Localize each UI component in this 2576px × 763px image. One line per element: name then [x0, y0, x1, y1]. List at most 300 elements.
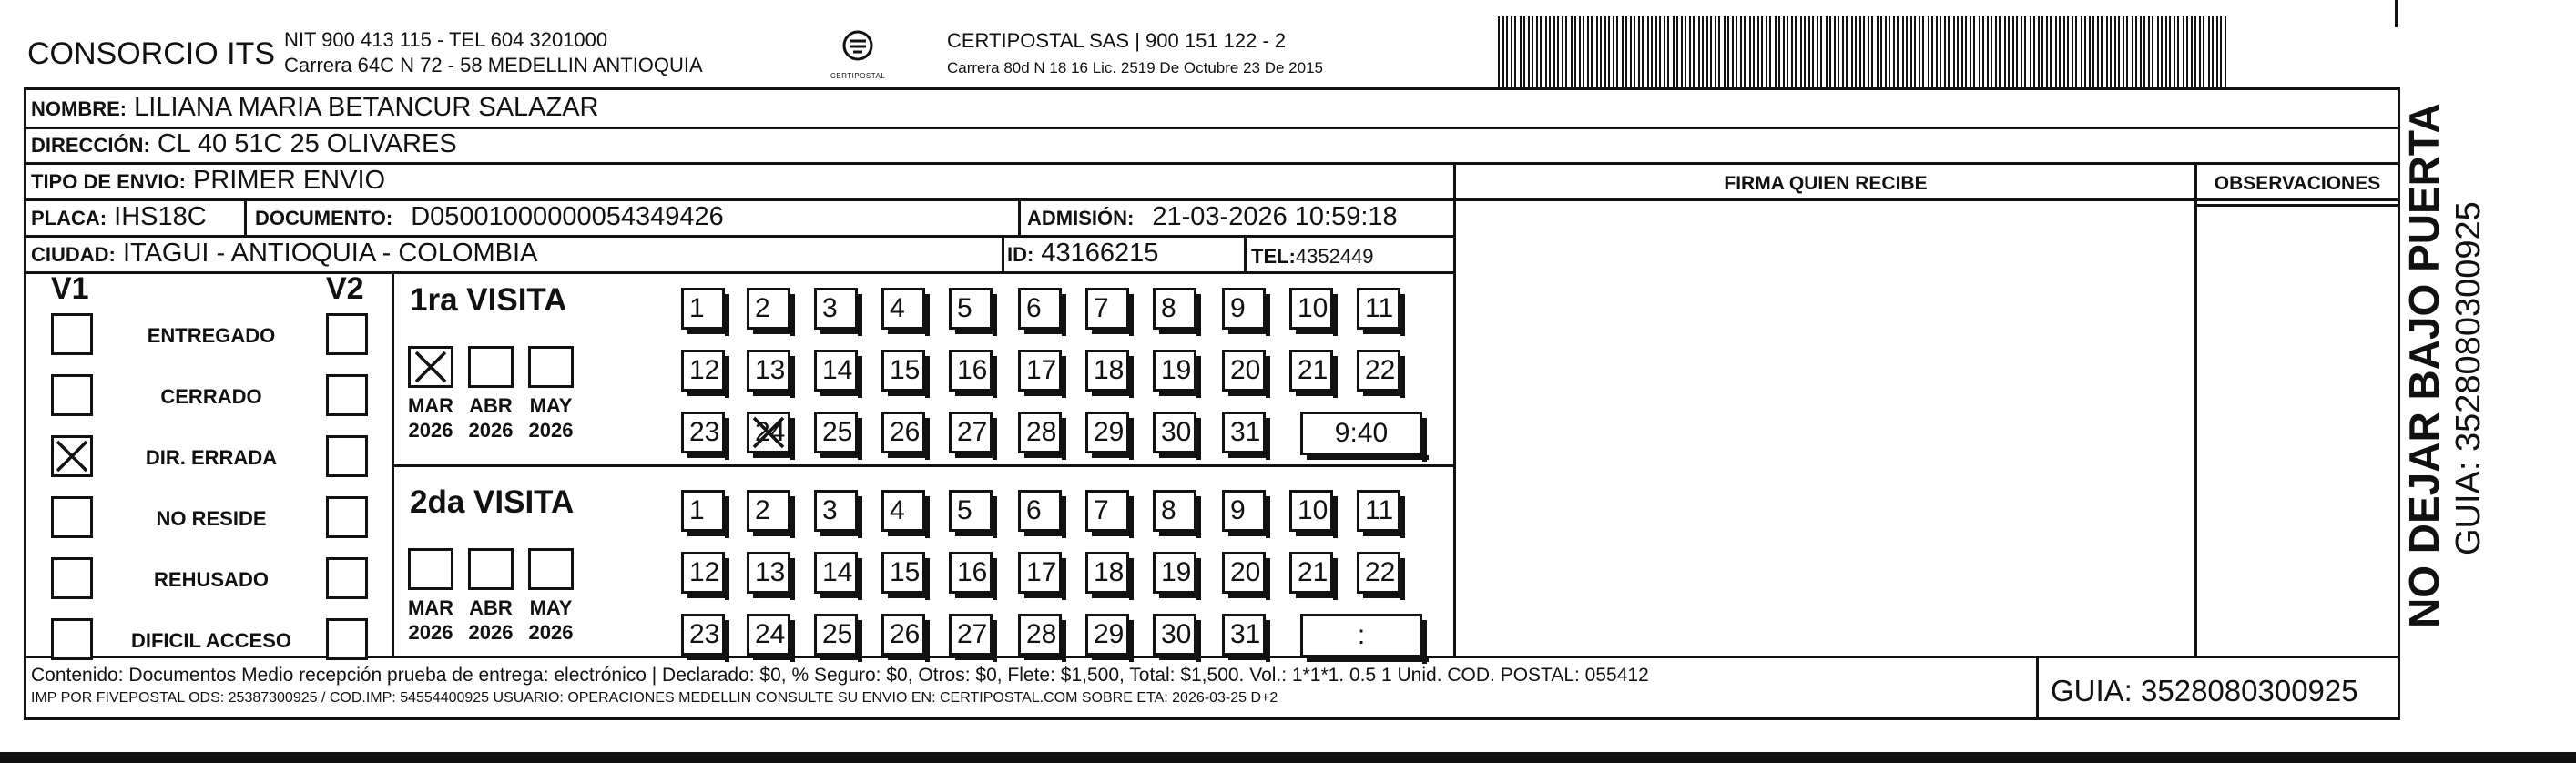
- barcode-bar: [1511, 16, 1512, 87]
- v1-header: V1: [51, 271, 89, 306]
- placa-value: IHS18C: [114, 202, 207, 231]
- barcode-bar: [2106, 16, 2108, 87]
- placa-label: PLACA:: [31, 207, 107, 229]
- barcode-bar: [1498, 16, 1500, 87]
- day-box[interactable]: 2: [747, 490, 790, 532]
- v1-checkbox[interactable]: [51, 313, 93, 355]
- month-checkbox[interactable]: [468, 548, 514, 590]
- day-box[interactable]: 10: [1289, 490, 1333, 532]
- nombre-value: LILIANA MARIA BETANCUR SALAZAR: [134, 93, 599, 122]
- barcode-bar: [2177, 16, 2179, 87]
- barcode-bar: [1613, 16, 1614, 87]
- documento-value: D05001000000054349426: [411, 202, 724, 231]
- barcode-bar: [2169, 16, 2171, 87]
- barcode-bar: [2021, 16, 2022, 87]
- admision-label: ADMISIÓN:: [1027, 207, 1135, 229]
- barcode-bar: [2191, 16, 2193, 87]
- day-box[interactable]: 6: [1018, 288, 1062, 330]
- barcode-bar: [1944, 16, 1946, 87]
- barcode-bar: [2110, 16, 2112, 87]
- barcode-bar: [1791, 16, 1793, 87]
- barcode-bar: [1622, 16, 1624, 87]
- barcode-bar: [1961, 16, 1963, 87]
- barcode-bar: [1565, 16, 1567, 87]
- ciudad-label: CIUDAD:: [31, 243, 116, 266]
- barcode-bar: [1812, 16, 1814, 87]
- barcode-bar: [1736, 16, 1737, 87]
- barcode-bar: [1574, 16, 1576, 87]
- barcode-bar: [1826, 16, 1828, 87]
- barcode-bar: [1562, 16, 1563, 87]
- v2-checkbox[interactable]: [326, 313, 368, 355]
- day-box[interactable]: 1: [681, 288, 725, 330]
- barcode-bar: [1936, 16, 1938, 87]
- day-box[interactable]: 12: [681, 552, 725, 594]
- barcode: [1498, 16, 2226, 87]
- barcode-bar: [1919, 16, 1920, 87]
- row-line-5: [24, 271, 1455, 274]
- v2-checkbox[interactable]: [326, 557, 368, 599]
- margin-tick: [2395, 0, 2398, 27]
- barcode-bar: [1647, 16, 1649, 87]
- barcode-bar: [1897, 16, 1899, 87]
- barcode-bar: [1940, 16, 1941, 87]
- company-contact: [284, 27, 703, 78]
- barcode-bar: [2114, 16, 2116, 87]
- month-name: MAR: [407, 596, 454, 619]
- barcode-bar: [2157, 16, 2159, 87]
- day-box[interactable]: 20: [1222, 552, 1266, 594]
- certipostal-logo: [830, 27, 885, 82]
- barcode-bar: [2186, 16, 2188, 87]
- barcode-bar: [1642, 16, 1644, 87]
- v1-checkbox[interactable]: [51, 618, 93, 660]
- visit-title: 2da VISITA: [410, 484, 575, 520]
- tipo-label: TIPO DE ENVIO:: [31, 170, 186, 193]
- day-box[interactable]: 10: [1289, 288, 1333, 330]
- day-box[interactable]: 1: [681, 490, 725, 532]
- x-mark-icon: [749, 414, 788, 451]
- barcode-bar: [1710, 16, 1712, 87]
- tipo-value: PRIMER ENVIO: [192, 166, 386, 195]
- barcode-bar: [1744, 16, 1746, 87]
- tel-label: TEL:: [1251, 245, 1296, 268]
- day-box[interactable]: 13: [747, 350, 790, 392]
- day-box[interactable]: 19: [1153, 350, 1196, 392]
- barcode-bar: [2148, 16, 2150, 87]
- certipostal-line2: Carrera 80d N 18 16 Lic. 2519 De Octubre 23 De 2015: [947, 59, 1323, 76]
- day-box[interactable]: 21: [1289, 552, 1333, 594]
- month-name: ABR: [469, 596, 513, 619]
- barcode-bar: [1715, 16, 1716, 87]
- barcode-bar: [1855, 16, 1857, 87]
- day-box[interactable]: 28: [1018, 412, 1062, 453]
- imp-line: IMP POR FIVEPOSTAL ODS: 25387300925 / COD.IMP: 54554400925 USUARIO: OPERACIONES MEDELLIN CONSULTE SU ENVIO EN: CERTIPOSTAL.COM SOBRE ETA: 2026-03-25 D+2: [31, 690, 1278, 706]
- barcode-bar: [1931, 16, 1933, 87]
- status-label: REHUSADO: [154, 568, 269, 591]
- logo-icon: [830, 27, 885, 67]
- day-box[interactable]: 30: [1153, 614, 1196, 656]
- barcode-bar: [1880, 16, 1882, 87]
- day-box[interactable]: 23: [681, 412, 725, 453]
- barcode-bar: [2132, 16, 2133, 87]
- barcode-bar: [1528, 16, 1530, 87]
- day-box[interactable]: 8: [1153, 288, 1196, 330]
- v1-checkbox[interactable]: [51, 374, 93, 416]
- v2-checkbox[interactable]: [326, 374, 368, 416]
- barcode-bar: [1851, 16, 1853, 87]
- barcode-bar: [1557, 16, 1559, 87]
- admision-divider: [1018, 198, 1021, 235]
- barcode-bar: [1800, 16, 1802, 87]
- barcode-bar: [1991, 16, 1992, 87]
- barcode-bar: [1523, 16, 1525, 87]
- barcode-bar: [1965, 16, 1967, 87]
- barcode-bar: [1795, 16, 1797, 87]
- v1-checkbox[interactable]: [51, 435, 93, 477]
- barcode-bar: [1685, 16, 1686, 87]
- day-box[interactable]: 27: [949, 614, 993, 656]
- barcode-bar: [1889, 16, 1890, 87]
- barcode-bar: [2008, 16, 2010, 87]
- v2-checkbox[interactable]: [326, 618, 368, 660]
- barcode-bar: [2041, 16, 2043, 87]
- tel-divider: [1244, 235, 1247, 271]
- barcode-bar: [2084, 16, 2086, 87]
- barcode-bar: [2089, 16, 2091, 87]
- barcode-bar: [1910, 16, 1912, 87]
- barcode-bar: [1514, 16, 1516, 87]
- barcode-bar: [1787, 16, 1788, 87]
- barcode-bar: [1842, 16, 1844, 87]
- barcode-bar: [2152, 16, 2153, 87]
- ciudad-value: ITAGUI - ANTIOQUIA - COLOMBIA: [122, 239, 538, 268]
- barcode-bar: [1877, 16, 1879, 87]
- month-checkbox[interactable]: [468, 346, 514, 388]
- barcode-bar: [2216, 16, 2218, 87]
- month-checkbox[interactable]: [528, 346, 574, 388]
- barcode-bar: [2220, 16, 2222, 87]
- month-name: MAY: [529, 596, 573, 619]
- frame-left: [24, 87, 26, 720]
- frame-bottom: [24, 717, 2400, 720]
- direccion-field: [31, 129, 457, 159]
- v2-checkbox[interactable]: [326, 496, 368, 538]
- month-name: MAY: [529, 394, 573, 417]
- placa-field: [31, 202, 207, 232]
- barcode-bar: [1820, 16, 1822, 87]
- barcode-bar: [1970, 16, 1971, 87]
- day-box[interactable]: 24: [747, 412, 790, 453]
- day-box[interactable]: 4: [881, 288, 925, 330]
- barcode-bar: [1922, 16, 1924, 87]
- day-box[interactable]: 12: [681, 350, 725, 392]
- company-name: CONSORCIO ITS: [27, 36, 276, 71]
- day-box[interactable]: 15: [881, 552, 925, 594]
- barcode-bar: [1893, 16, 1895, 87]
- id-label: ID:: [1007, 243, 1034, 266]
- address-line: Carrera 64C N 72 - 58 MEDELLIN ANTIOQUIA: [284, 54, 703, 76]
- barcode-bar: [1718, 16, 1720, 87]
- barcode-bar: [2046, 16, 2048, 87]
- contenido-line: Contenido: Documentos Medio recepción prueba de entrega: electrónico | Declarado: $0, % Seguro: $0, Otros: $0, Flete: $1,500, Total: $1,500. Vol.: 1*1*1. 0.5 1 Unid. COD. POSTAL: 055412: [31, 665, 1649, 686]
- barcode-bar: [1753, 16, 1755, 87]
- barcode-bar: [1625, 16, 1627, 87]
- admision-field: [1027, 202, 1398, 232]
- month-name: ABR: [469, 394, 513, 417]
- day-box[interactable]: 18: [1085, 552, 1129, 594]
- hour-field[interactable]: 9:40: [1300, 412, 1422, 455]
- status-divider: [392, 271, 394, 656]
- x-mark-icon: [411, 349, 451, 385]
- day-box[interactable]: 28: [1018, 614, 1062, 656]
- day-box[interactable]: 5: [949, 288, 993, 330]
- barcode-bar: [1783, 16, 1785, 87]
- barcode-bar: [1863, 16, 1865, 87]
- month-year: 2026: [408, 621, 453, 644]
- day-box[interactable]: 3: [814, 490, 858, 532]
- tipo-field: [31, 166, 385, 196]
- firma-left-line: [1453, 162, 1456, 656]
- barcode-bar: [1553, 16, 1555, 87]
- day-box[interactable]: 6: [1018, 490, 1062, 532]
- barcode-bar: [1616, 16, 1618, 87]
- barcode-bar: [1579, 16, 1581, 87]
- month-checkbox[interactable]: [408, 346, 453, 388]
- direccion-label: DIRECCIÓN:: [31, 134, 150, 157]
- barcode-bar: [1676, 16, 1678, 87]
- row-line-4: [24, 235, 1455, 238]
- month-label: [401, 595, 461, 645]
- day-box[interactable]: 14: [814, 552, 858, 594]
- footer-top-line: [24, 656, 2400, 658]
- barcode-bar: [1995, 16, 1997, 87]
- day-box[interactable]: 9: [1222, 288, 1266, 330]
- barcode-bar: [1600, 16, 1602, 87]
- day-box[interactable]: 16: [949, 552, 993, 594]
- month-year: 2026: [468, 621, 514, 644]
- barcode-bar: [1545, 16, 1547, 87]
- day-box[interactable]: 24: [747, 614, 790, 656]
- barcode-bar: [1817, 16, 1818, 87]
- barcode-bar: [1571, 16, 1573, 87]
- day-box[interactable]: 31: [1222, 614, 1266, 656]
- barcode-bar: [1532, 16, 1533, 87]
- obs-left-line: [2194, 162, 2197, 656]
- id-value: 43166215: [1041, 239, 1159, 268]
- barcode-bar: [2072, 16, 2073, 87]
- barcode-bar: [1587, 16, 1589, 87]
- barcode-bar: [2063, 16, 2065, 87]
- barcode-bar: [2097, 16, 2099, 87]
- barcode-bar: [1740, 16, 1742, 87]
- barcode-bar: [1749, 16, 1751, 87]
- month-name: MAR: [407, 394, 454, 417]
- footer-guia: GUIA: 3528080300925: [2051, 674, 2358, 707]
- barcode-bar: [1549, 16, 1551, 87]
- barcode-bar: [2055, 16, 2057, 87]
- barcode-bar: [1608, 16, 1610, 87]
- observaciones-header: OBSERVACIONES: [2214, 173, 2381, 194]
- barcode-bar: [2024, 16, 2026, 87]
- barcode-bar: [1804, 16, 1806, 87]
- day-box[interactable]: 4: [881, 490, 925, 532]
- barcode-bar: [1902, 16, 1904, 87]
- barcode-bar: [1540, 16, 1542, 87]
- month-label: [401, 393, 461, 443]
- day-box[interactable]: 3: [814, 288, 858, 330]
- barcode-bar: [1906, 16, 1908, 87]
- month-checkbox[interactable]: [408, 548, 453, 590]
- day-box[interactable]: 29: [1085, 412, 1129, 453]
- day-box[interactable]: 30: [1153, 412, 1196, 453]
- barcode-bar: [1948, 16, 1950, 87]
- barcode-bar: [2174, 16, 2175, 87]
- day-box[interactable]: 13: [747, 552, 790, 594]
- day-box[interactable]: 18: [1085, 350, 1129, 392]
- barcode-bar: [1702, 16, 1704, 87]
- barcode-bar: [1775, 16, 1777, 87]
- barcode-bar: [1506, 16, 1508, 87]
- barcode-bar: [2038, 16, 2040, 87]
- barcode-bar: [2140, 16, 2142, 87]
- day-box[interactable]: 26: [881, 614, 925, 656]
- day-box[interactable]: 11: [1357, 490, 1400, 532]
- barcode-bar: [2183, 16, 2184, 87]
- barcode-bar: [1778, 16, 1780, 87]
- x-mark-icon: [54, 438, 90, 474]
- day-box[interactable]: 5: [949, 490, 993, 532]
- month-label: [461, 595, 521, 645]
- barcode-bar: [1871, 16, 1873, 87]
- barcode-bar: [2203, 16, 2204, 87]
- barcode-bar: [1604, 16, 1606, 87]
- tel-value: 4352449: [1295, 245, 1374, 268]
- barcode-bar: [1987, 16, 1989, 87]
- day-box[interactable]: 7: [1085, 490, 1129, 532]
- month-checkbox[interactable]: [528, 548, 574, 590]
- day-box[interactable]: 7: [1085, 288, 1129, 330]
- day-box[interactable]: 2: [747, 288, 790, 330]
- day-box[interactable]: 9: [1222, 490, 1266, 532]
- day-box[interactable]: 15: [881, 350, 925, 392]
- nit-line: NIT 900 413 115 - TEL 604 3201000: [284, 28, 608, 51]
- logo-text: CERTIPOSTAL: [830, 72, 886, 80]
- day-box[interactable]: 14: [814, 350, 858, 392]
- barcode-bar: [2118, 16, 2120, 87]
- month-year: 2026: [408, 419, 453, 442]
- barcode-bar: [1838, 16, 1839, 87]
- barcode-bar: [1732, 16, 1734, 87]
- day-box[interactable]: 27: [949, 412, 993, 453]
- barcode-bar: [1667, 16, 1669, 87]
- day-box[interactable]: 26: [881, 412, 925, 453]
- barcode-bar: [1596, 16, 1598, 87]
- admision-value: 21-03-2026 10:59:18: [1152, 202, 1398, 231]
- day-box[interactable]: 25: [814, 412, 858, 453]
- day-box[interactable]: 17: [1018, 552, 1062, 594]
- visit-title: 1ra VISITA: [410, 282, 567, 318]
- nombre-label: NOMBRE:: [31, 97, 127, 120]
- v2-checkbox[interactable]: [326, 435, 368, 477]
- status-label: NO RESIDE: [156, 507, 267, 530]
- barcode-bar: [1859, 16, 1861, 87]
- barcode-bar: [1868, 16, 1869, 87]
- v1-checkbox[interactable]: [51, 496, 93, 538]
- barcode-bar: [1999, 16, 2001, 87]
- barcode-bar: [1724, 16, 1726, 87]
- barcode-bar: [1681, 16, 1683, 87]
- day-box[interactable]: 8: [1153, 490, 1196, 532]
- barcode-bar: [1957, 16, 1959, 87]
- firma-header: FIRMA QUIEN RECIBE: [1724, 173, 1928, 194]
- barcode-bar: [2123, 16, 2124, 87]
- documento-field: [255, 202, 724, 232]
- day-box[interactable]: 11: [1357, 288, 1400, 330]
- month-year: 2026: [468, 419, 514, 442]
- barcode-bar: [2165, 16, 2167, 87]
- barcode-bar: [1655, 16, 1657, 87]
- barcode-bar: [1757, 16, 1759, 87]
- barcode-bar: [1766, 16, 1767, 87]
- barcode-bar: [2194, 16, 2196, 87]
- page-bottom-band: [0, 752, 2576, 763]
- placa-divider: [244, 198, 247, 235]
- certipostal-info: [947, 27, 1323, 82]
- day-box[interactable]: 25: [814, 614, 858, 656]
- barcode-bar: [2075, 16, 2077, 87]
- v1-checkbox[interactable]: [51, 557, 93, 599]
- direccion-value: CL 40 51C 25 OLIVARES: [157, 129, 457, 158]
- guia-divider: [2036, 656, 2039, 719]
- frame-top: [24, 87, 2400, 90]
- barcode-bar: [2016, 16, 2018, 87]
- barcode-bar: [2067, 16, 2069, 87]
- barcode-bar: [1634, 16, 1635, 87]
- barcode-bar: [1973, 16, 1975, 87]
- barcode-bar: [1846, 16, 1848, 87]
- day-box[interactable]: 21: [1289, 350, 1333, 392]
- day-box[interactable]: 23: [681, 614, 725, 656]
- barcode-bar: [1698, 16, 1700, 87]
- barcode-bar: [2101, 16, 2103, 87]
- side-guia: GUIA: 3528080300925: [2449, 201, 2488, 555]
- barcode-bar: [2199, 16, 2201, 87]
- barcode-bar: [2012, 16, 2014, 87]
- barcode-bar: [1693, 16, 1695, 87]
- barcode-bar: [1928, 16, 1929, 87]
- day-box[interactable]: 22: [1357, 350, 1400, 392]
- status-label: ENTREGADO: [147, 324, 276, 347]
- barcode-bar: [1982, 16, 1984, 87]
- day-box[interactable]: 31: [1222, 412, 1266, 453]
- day-box[interactable]: 19: [1153, 552, 1196, 594]
- day-box[interactable]: 17: [1018, 350, 1062, 392]
- status-label: CERRADO: [160, 385, 262, 408]
- barcode-bar: [1914, 16, 1916, 87]
- barcode-bar: [2126, 16, 2128, 87]
- day-box[interactable]: 29: [1085, 614, 1129, 656]
- barcode-bar: [1953, 16, 1955, 87]
- barcode-bar: [1502, 16, 1504, 87]
- hour-field[interactable]: :: [1300, 614, 1422, 657]
- day-box[interactable]: 22: [1357, 552, 1400, 594]
- day-box[interactable]: 20: [1222, 350, 1266, 392]
- barcode-bar: [2059, 16, 2061, 87]
- month-label: [461, 393, 521, 443]
- barcode-bar: [2092, 16, 2094, 87]
- day-box[interactable]: 16: [949, 350, 993, 392]
